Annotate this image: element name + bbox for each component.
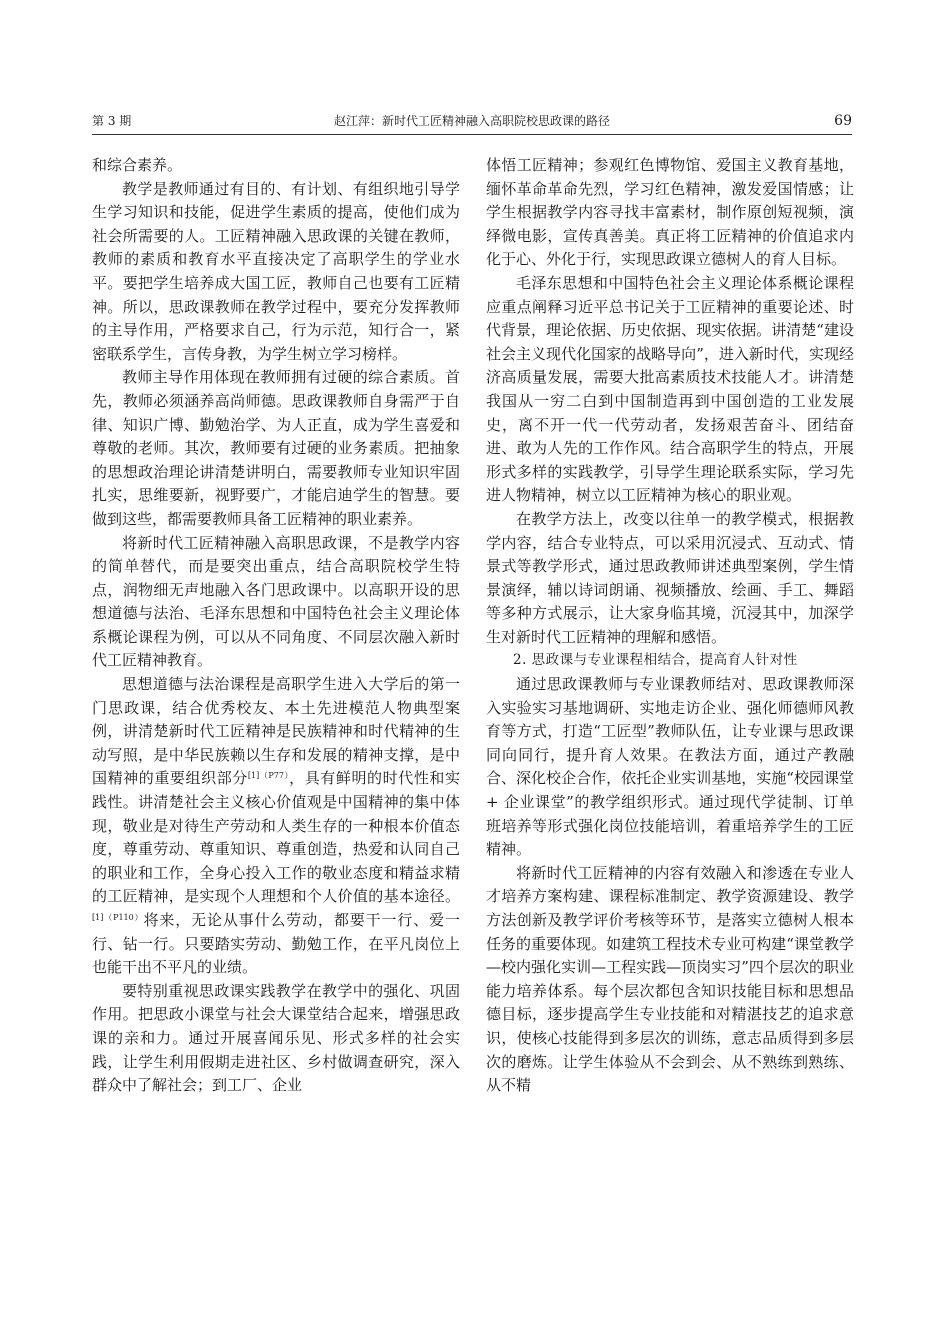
header-rule	[92, 134, 852, 135]
page-header	[92, 110, 852, 132]
issue-number: 第 3 期	[92, 114, 132, 128]
citation: [1]（P77）	[247, 771, 290, 781]
paragraph-with-citations	[92, 673, 460, 980]
paragraph: 将新时代工匠精神的内容有效融入和渗透在专业人才培养方案构建、课程标准制定、教学资源建设、教学方法创新及教学评价考核等环节，是落实立德树人根本任务的重要体现。如建筑工程技术专业可构建“课堂教学—校内强化实训—工程实践—顶岗实习”四个层次的职业能力培养体系。每个层次都包含知识技能目标和思想品德目标，逐步提高学生专业技能和对精湛技艺的追求意识，使核心技能得到多层次的训练，意志品质得到多层次的磨炼。让学生体验从不会到会、从不熟练到熟练、从不精	[486, 863, 854, 1095]
paragraph: 将新时代工匠精神融入高职思政课，不是教学内容的简单替代，而是要突出重点，结合高职院校学生特点，润物细无声地融入各门思政课中。以高职开设的思想道德与法治、毛泽东思想和中国特色社会主义理论体系概论课程为例，可以从不同角度、不同层次融入新时代工匠精神教育。	[92, 533, 460, 670]
page-number: 69	[834, 113, 852, 129]
paragraph: 要特别重视思政课实践教学在教学中的强化、巩固作用。把思政小课堂与社会大课堂结合起来，增强思政课的亲和力。通过开展喜闻乐见、形式多样的社会实践，让学生利用假期走进社区、乡村做调查研究，深入群众中了解社会；到工厂、企业	[92, 981, 460, 1095]
paragraph-text: ，具有鲜明的时代性和实践性。讲清楚社会主义核心价值观是中国精神的集中体现，敬业是对待生产劳动和人类生存的一种根本价值态度，尊重劳动、尊重知识、尊重创造，热爱和认同自己的职业和工作，全身心投入工作的敬业态度和精益求精的工匠精神，是实现个人理想和个人价值的基本途径。	[92, 769, 460, 906]
paragraph-text: 将来，无论从事什么劳动，都要干一行、爱一行、钻一行。只要踏实劳动、勤勉工作，在平凡岗位上也能干出不平凡的业绩。	[92, 911, 460, 977]
right-column	[486, 154, 854, 1098]
left-column	[92, 154, 460, 1098]
paragraph: 毛泽东思想和中国特色社会主义理论体系概论课程应重点阐释习近平总书记关于工匠精神的重要论述、时代背景，理论依据、历史依据、现实依据。讲清楚“建设社会主义现代化国家的战略导向”，进入新时代，实现经济高质量发展，需要大批高素质技术技能人才。讲清楚我国从一穷二白到中国制造再到中国创造的工业发展史，离不开一代一代劳动者，发扬艰苦奋斗、团结奋进、敢为人先的工作作风。结合高职学生的特点，开展形式多样的实践教学，引导学生理论联系实际，学习先进人物精神，树立以工匠精神为核心的职业观。	[486, 273, 854, 505]
paragraph: 和综合素养。	[92, 156, 183, 174]
paragraph: 通过思政课教师与专业课教师结对、思政课教师深入实验实习基地调研、实地走访企业、强化师德师风教育等方式，打造“工匠型”教师队伍，让专业课与思政课同向同行，提升育人效果。在教法方面，通过产教融合、深化校企合作，依托企业实训基地，实施“校园课堂 + 企业课堂”的教学组织形式。通过现代学徒制、订单班培养等形式强化岗位技能培训，着重培养学生的工匠精神。	[486, 675, 854, 859]
section-subheading: 2. 思政课与专业课程相结合，提高育人针对性	[513, 652, 798, 669]
paragraph-text: 思想道德与法治课程是高职学生进入大学后的第一门思政课，结合优秀校友、本土先进模范人物典型案例，讲清楚新时代工匠精神是民族精神和时代精神的生动写照，是中华民族赖以生存和发展的精神支撑，是中国精神的重要组织部分	[92, 675, 460, 788]
paragraph: 教学是教师通过有目的、有计划、有组织地引导学生学习知识和技能，促进学生素质的提高，使他们成为社会所需要的人。工匠精神融入思政课的关键在教师，教师的素质和教育水平直接决定了高职学生的学业水平。要把学生培养成大国工匠，教师自己也要有工匠精神。所以，思政课教师在教学过程中，要充分发挥教师的主导作用，严格要求自己，行为示范，知行合一，紧密联系学生，言传身教，为学生树立学习榜样。	[92, 179, 460, 363]
citation: [1]（P110）	[92, 913, 144, 922]
running-title: 赵江萍：新时代工匠精神融入高职院校思政课的路径	[333, 114, 610, 128]
paragraph: 体悟工匠精神；参观红色博物馆、爱国主义教育基地，缅怀革命革命先烈，学习红色精神，激发爱国情感；让学生根据教学内容寻找丰富素材，制作原创短视频，演绎微电影，宣传真善美。真正将工匠精神的价值追求内化于心、外化于行，实现思政课立德树人的育人目标。	[486, 156, 854, 269]
paragraph: 在教学方法上，改变以往单一的教学模式，根据教学内容，结合专业特点，可以采用沉浸式、互动式、情景式等教学形式，通过思政教师讲述典型案例，学生情景演绎，辅以诗词朗诵、视频播放、绘画、手工、舞蹈等多种方式展示，让大家身临其境，沉浸其中，加深学生对新时代工匠精神的理解和感悟。	[486, 509, 854, 646]
paragraph: 教师主导作用体现在教师拥有过硬的综合素质。首先，教师必须涵养高尚师德。思政课教师自身需严于自律、知识广博、勤勉治学、为人正直，成为学生喜爱和尊敬的老师。其次，教师要有过硬的业务素质。把抽象的思想政治理论讲清楚讲明白，需要教师专业知识牢固扎实，思维要新，视野要广，才能启迪学生的智慧。要做到这些，都需要教师具备工匠精神的职业素养。	[92, 368, 460, 528]
